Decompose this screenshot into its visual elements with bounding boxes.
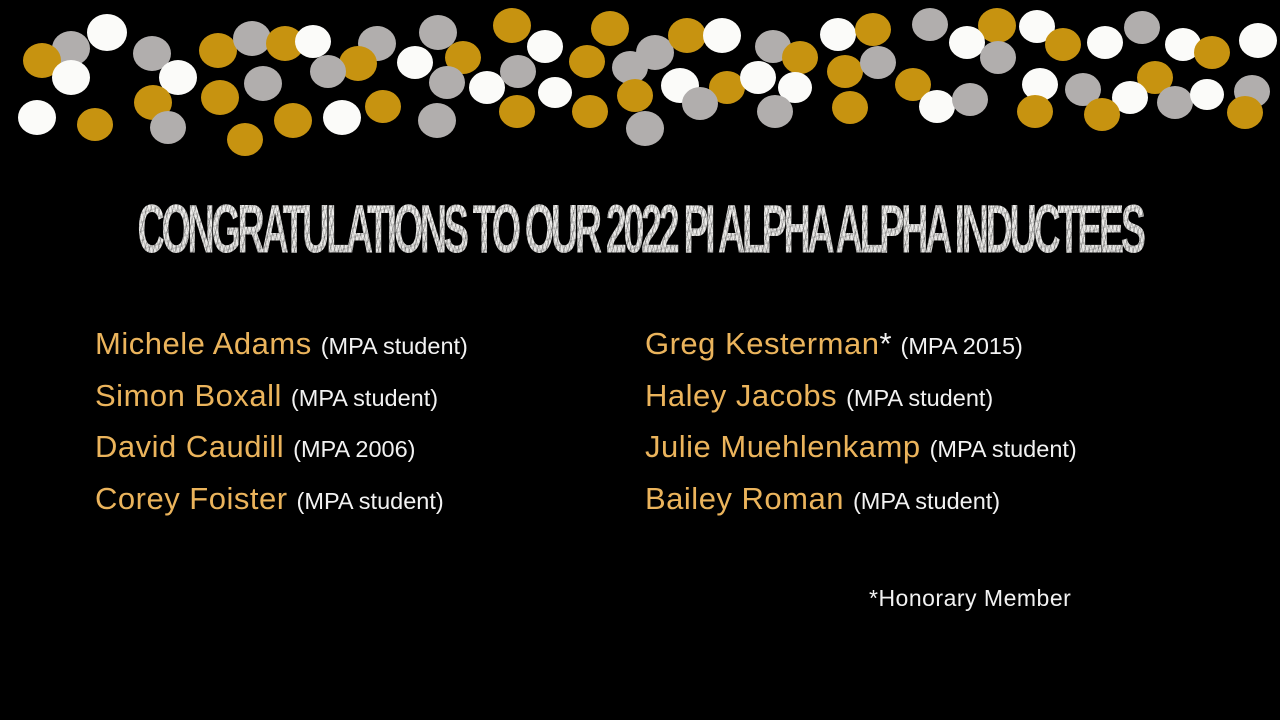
confetti-dot: [820, 18, 856, 51]
confetti-dot: [1194, 36, 1230, 69]
confetti-dot: [233, 21, 271, 56]
inductee-note: (MPA student): [290, 384, 439, 411]
confetti-dot: [572, 95, 608, 128]
confetti-dot: [150, 111, 186, 144]
confetti-dot: [832, 91, 868, 124]
honorary-asterisk: *: [879, 326, 892, 361]
confetti-dot: [499, 95, 535, 128]
inductee-item: [95, 476, 468, 528]
confetti-dot: [1087, 26, 1123, 59]
confetti-dot: [980, 41, 1016, 74]
inductee-note: (MPA student): [846, 384, 994, 411]
inductee-name: Haley Jacobs: [645, 377, 838, 413]
inductee-item: [645, 424, 1077, 476]
inductee-name: Greg Kesterman: [645, 326, 880, 361]
inductee-column-left: [95, 321, 468, 527]
inductee-note: (MPA student): [296, 487, 444, 514]
inductee-note: (MPA 2015): [900, 333, 1023, 359]
confetti-dot: [740, 61, 776, 94]
confetti-dot: [1190, 79, 1224, 110]
inductee-name: Julie Muehlenkamp: [645, 429, 921, 464]
confetti-dot: [1227, 96, 1263, 129]
page-title: CONGRATULATIONS TO OUR 2022 PI ALPHA ALPHA INDUCTEES: [0, 193, 1280, 270]
confetti-dot: [397, 46, 433, 79]
confetti-dot: [703, 18, 741, 53]
confetti-dot: [201, 80, 239, 115]
confetti-dot: [18, 100, 56, 135]
confetti-dot: [538, 77, 572, 108]
inductee-note: (MPA student): [852, 487, 1001, 514]
inductee-column-right: [645, 321, 1077, 527]
confetti-dot: [429, 66, 465, 99]
confetti-dot: [77, 108, 113, 141]
confetti-band: [0, 0, 1280, 170]
confetti-dot: [199, 33, 237, 68]
confetti-dot: [1157, 86, 1193, 119]
inductee-name: David Caudill: [95, 429, 285, 464]
confetti-dot: [668, 18, 706, 53]
confetti-dot: [493, 8, 531, 43]
inductee-item: [95, 424, 468, 476]
confetti-dot: [626, 111, 664, 146]
confetti-dot: [1084, 98, 1120, 131]
confetti-dot: [500, 55, 536, 88]
inductee-note: (MPA student): [320, 333, 468, 359]
inductee-item: [95, 373, 468, 425]
inductee-name: Michele Adams: [95, 326, 312, 361]
confetti-dot: [1017, 95, 1053, 128]
confetti-dot: [469, 71, 505, 104]
confetti-dot: [274, 103, 312, 138]
confetti-dot: [682, 87, 718, 120]
confetti-dot: [244, 66, 282, 101]
confetti-dot: [591, 11, 629, 46]
confetti-dot: [52, 60, 90, 95]
confetti-dot: [827, 55, 863, 88]
inductee-item: [645, 476, 1077, 528]
honorary-footnote: *Honorary Member: [869, 585, 1072, 611]
confetti-dot: [323, 100, 361, 135]
confetti-dot: [569, 45, 605, 78]
inductee-item: [95, 321, 468, 373]
confetti-dot: [919, 90, 955, 123]
confetti-dot: [855, 13, 891, 46]
confetti-dot: [418, 103, 456, 138]
inductee-name: Corey Foister: [95, 480, 288, 516]
confetti-dot: [87, 14, 127, 51]
confetti-dot: [1045, 28, 1081, 61]
confetti-dot: [365, 90, 401, 123]
confetti-dot: [617, 79, 653, 112]
confetti-dot: [782, 41, 818, 74]
inductee-note: (MPA 2006): [293, 436, 416, 462]
confetti-dot: [952, 83, 988, 116]
confetti-dot: [310, 55, 346, 88]
confetti-dot: [227, 123, 263, 156]
confetti-dot: [1239, 23, 1277, 58]
confetti-dot: [860, 46, 896, 79]
inductee-name: Bailey Roman: [645, 480, 844, 516]
confetti-dot: [757, 95, 793, 128]
confetti-dot: [1124, 11, 1160, 44]
confetti-dot: [912, 8, 948, 41]
inductee-name: Simon Boxall: [95, 377, 282, 413]
inductee-note: (MPA student): [929, 436, 1077, 462]
confetti-dot: [527, 30, 563, 63]
inductee-item: [645, 373, 1077, 425]
inductee-item: [645, 321, 1077, 373]
confetti-dot: [295, 25, 331, 58]
